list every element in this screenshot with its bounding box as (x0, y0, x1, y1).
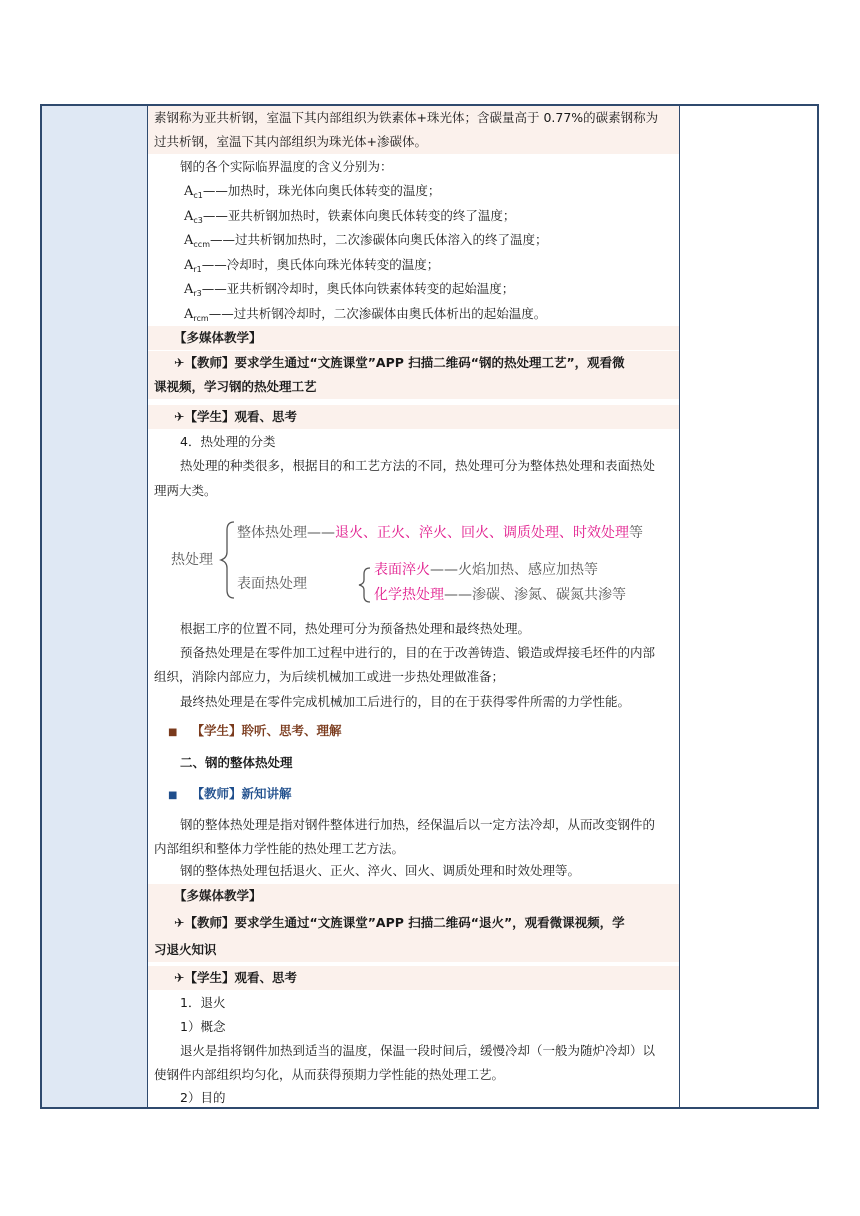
inner-brace (359, 568, 370, 602)
text-line: 最终热处理是在零件完成机械加工后进行的，目的在于获得零件所需的力学性能。 (180, 694, 631, 709)
section-heading: 4．热处理的分类 (180, 434, 276, 449)
temp-symbol: A (184, 233, 194, 248)
temp-symbol: A (184, 209, 194, 224)
temp-text: ——过共析钢加热时，二次渗碳体向奥氏体溶入的终了温度； (209, 232, 548, 247)
left-column (42, 106, 148, 1107)
text-line: 钢的各个实际临界温度的含义分别为： (180, 159, 393, 174)
temp-symbol: A (184, 307, 194, 322)
sub-rest: ——火焰加热、感应加热等 (430, 562, 598, 578)
outer-brace (221, 522, 234, 598)
temp-subscript: ccm (193, 240, 210, 249)
branch-label: 整体热处理—— (237, 525, 335, 541)
teacher-instruction: ✈【教师】要求学生通过“文旌课堂”APP 扫描二维码“钢的热处理工艺”，观看微 (148, 351, 681, 375)
bullet-student-listen (168, 719, 681, 745)
diagram-sub-surface-quench (374, 559, 598, 579)
bullet-text: 【教师】新知讲解 (191, 786, 292, 801)
sub-key: 表面淬火 (374, 562, 430, 578)
student-activity: ✈【学生】观看、思考 (148, 405, 681, 429)
temp-text: ——加热时，珠光体向奥氏体转变的温度； (202, 183, 441, 198)
branch-items: 退火、正火、淬火、回火、调质处理、时效处理 (335, 525, 629, 541)
temp-subscript: r3 (193, 289, 202, 298)
temp-subscript: c3 (193, 216, 203, 225)
sub-heading: 2）目的 (180, 1090, 226, 1105)
temp-subscript: r1 (193, 265, 202, 274)
sub-key: 化学热处理 (374, 587, 444, 603)
temp-symbol: A (184, 184, 194, 199)
text-line: 过共析钢，室温下其内部组织为珠光体+渗碳体。 (148, 130, 681, 154)
temp-subscript: rcm (193, 314, 209, 323)
lesson-table (40, 104, 819, 1109)
text-line: 热处理的种类很多，根据目的和工艺方法的不同，热处理可分为整体热处理和表面热处 (180, 458, 656, 473)
diagram-branch-surface: 表面热处理 (237, 576, 307, 592)
student-activity: ✈【学生】观看、思考 (148, 966, 681, 990)
multimedia-heading: 【多媒体教学】 (148, 326, 681, 350)
heat-treatment-classification-diagram (148, 510, 681, 614)
temp-text: ——冷却时，奥氏体向珠光体转变的温度； (201, 257, 440, 272)
temp-symbol: A (184, 282, 194, 297)
temp-text: ——过共析钢冷却时，二次渗碳体由奥氏体析出的起始温度。 (208, 306, 547, 321)
bullet-text: 【学生】聆听、思考、理解 (191, 723, 342, 738)
square-bullet-icon: ■ (168, 790, 178, 801)
temp-text: ——亚共析钢冷却时，奥氏体向铁素体转变的起始温度； (201, 281, 515, 296)
sub-rest: ——渗碳、渗氮、碳氮共渗等 (444, 587, 626, 603)
section-title: 二、钢的整体热处理 (180, 755, 293, 770)
text-line: 素钢称为亚共析钢，室温下其内部组织为铁素体+珠光体；含碳量高于 0.77%的碳素钢称为 (148, 106, 681, 130)
text-line: 退火是指将钢件加热到适当的温度，保温一段时间后，缓慢冷却（一般为随炉冷却）以 (180, 1043, 656, 1058)
temp-text: ——亚共析钢加热时，铁素体向奥氏体转变的终了温度； (202, 208, 516, 223)
teacher-instruction-cont: 习退火知识 (148, 938, 681, 962)
text-line: 内部组织和整体力学性能的热处理工艺方法。 (154, 841, 405, 856)
temp-subscript: c1 (193, 191, 203, 200)
diagram-sub-chemical (374, 584, 626, 604)
section-heading: 1．退火 (180, 995, 226, 1010)
bullet-teacher-explain (168, 782, 681, 808)
multimedia-heading: 【多媒体教学】 (148, 884, 681, 908)
diagram-branch-overall (237, 522, 643, 542)
temp-symbol: A (184, 258, 194, 273)
square-bullet-icon: ■ (168, 727, 178, 738)
text-line: 组织，消除内部应力，为后续机械加工或进一步热处理做准备； (154, 669, 505, 684)
text-line: 钢的整体热处理是指对钢件整体进行加热，经保温后以一定方法冷却，从而改变钢件的 (180, 817, 656, 832)
text-line: 理两大类。 (154, 483, 217, 498)
text-line: 根据工序的位置不同，热处理可分为预备热处理和最终热处理。 (180, 621, 531, 636)
text-line: 使钢件内部组织均匀化，从而获得预期力学性能的热处理工艺。 (154, 1067, 505, 1082)
text-line: 预备热处理是在零件加工过程中进行的，目的在于改善铸造、锻造或焊接毛坯件的内部 (180, 645, 656, 660)
right-column (679, 106, 817, 1107)
text-line: 钢的整体热处理包括退火、正火、淬火、回火、调质处理和时效处理等。 (180, 863, 581, 878)
branch-tail: 等 (629, 525, 643, 541)
content-column (148, 106, 681, 1107)
teacher-instruction: ✈【教师】要求学生通过“文旌课堂”APP 扫描二维码“退火”，观看微课视频，学 (148, 908, 681, 938)
diagram-root: 热处理 (171, 552, 213, 568)
sub-heading: 1）概念 (180, 1019, 226, 1034)
teacher-instruction-cont: 课视频，学习钢的热处理工艺 (148, 375, 681, 399)
